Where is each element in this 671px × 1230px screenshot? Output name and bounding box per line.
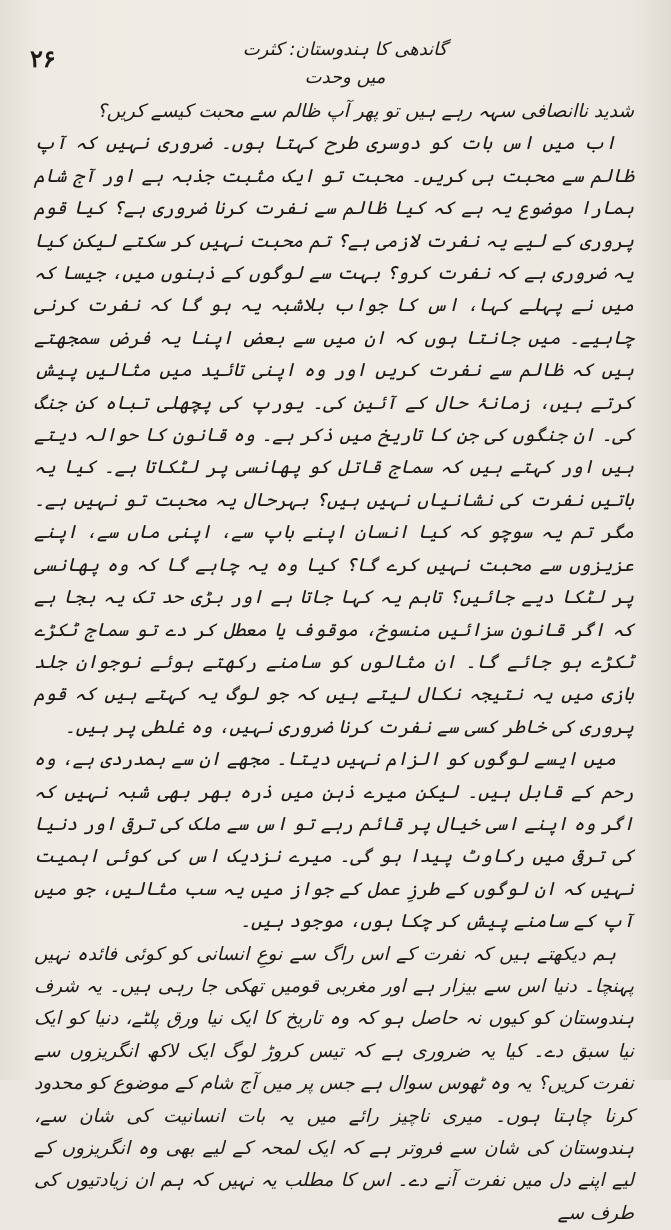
running-head: گاندھی کا ہندوستان: کثرت میں وحدت bbox=[242, 39, 448, 88]
page-number: ۲۶ bbox=[30, 44, 56, 73]
paragraph: میں ایسے لوگوں کو الزام نہیں دیتا۔ مجھے ان سے ہمدردی ہے، وہ رحم کے قابل ہیں۔ لیکن میرے ذہن میں ذرہ بھر بھی شبہ نہیں کہ اگر وہ اپنے اسی خیال پر قائم رہے تو اس سے ملک کی ترقی اور دنیا کی ترقی میں رکاوٹ پیدا ہو گی۔ میرے نزدیک اس کی کوئی اہمیت نہیں کہ ان لوگوں کے طرزِ عمل کے جواز میں یہ سب مثالیں، جو میں آپ کے سامنے پیش کر چکا ہوں، موجود ہیں۔ bbox=[34, 749, 634, 933]
paragraph: شدید ناانصافی سہہ رہے ہیں تو پھر آپ ظالم سے محبت کیسے کریں؟ bbox=[96, 101, 634, 122]
page-header bbox=[30, 36, 631, 88]
paragraph: ہم دیکھتے ہیں کہ نفرت کے اس راگ سے نوعِ انسانی کو کوئی فائدہ نہیں پہنچا۔ دنیا اس سے بیزار ہے اور مغربی قومیں تھکی جا رہی ہیں۔ یہ شرف ہندوستان کو کیوں نہ حاصل ہو کہ وہ تاریخ کا ایک نیا ورق پلٹے، دنیا کو ایک نیا سبق دے۔ کیا یہ ضروری ہے کہ تیس کروڑ لوگ ایک لاکھ انگریزوں سے نفرت کریں؟ یہ وہ ٹھوس سوال ہے جس پر میں آج شام کے موضوع کو محدود کرنا چاہتا ہوں۔ میری ناچیز رائے میں یہ بات انسانیت کی شان سے، ہندوستان کی شان سے فروتر ہے کہ ایک لمحہ کے لیے بھی وہ انگریزوں کے لیے اپنے دل میں نفرت آنے دے۔ اس کا مطلب یہ نہیں کہ ہم ان زیادتیوں کی طرف سے bbox=[34, 943, 634, 1224]
paragraph: اب میں اس بات کو دوسری طرح کہتا ہوں۔ ضروری نہیں کہ آپ ظالم سے محبت ہی کریں۔ محبت تو ایک مثبت جذبہ ہے اور آج شام ہمارا موضوع یہ ہے کہ کیا ظالم سے نفرت کرنا ضروری ہے؟ کیا قوم پروری کے لیے یہ نفرت لازمی ہے؟ تم محبت نہیں کر سکتے لیکن کیا یہ ضروری ہے کہ نفرت کرو؟ بہت سے لوگوں کے ذہنوں میں، جیسا کہ میں نے پہلے کہا، اس کا جواب بلاشبہ یہ ہو گا کہ نفرت کرنی چاہیے۔ میں جانتا ہوں کہ ان میں سے بعض اپنا یہ فرض سمجھتے ہیں کہ ظالم سے نفرت کریں اور وہ اپنی تائید میں مثالیں پیش کرتے ہیں، زمانۂ حال کے آئین کی۔ یورپ کی پچھلی تباہ کن جنگ کی۔ ان جنگوں کی جن کا تاریخ میں ذکر ہے۔ وہ قانون کا حوالہ دیتے ہیں اور کہتے ہیں کہ سماج قاتل کو پھانسی پر لٹکاتا ہے۔ کیا یہ باتیں نفرت کی نشانیاں نہیں ہیں؟ بہرحال یہ محبت تو نہیں ہے۔ مگر تم یہ سوچو کہ کیا انسان اپنے باپ سے، اپنی ماں سے، اپنے عزیزوں سے محبت نہیں کرے گا؟ کیا وہ یہ چاہے گا کہ وہ پھانسی پر لٹکا دیے جائیں؟ تاہم یہ کہا جاتا ہے اور بڑی حد تک یہ بجا ہے کہ اگر قانون سزائیں منسوخ، موقوف یا معطل کر دے تو سماج ٹکڑے ٹکڑے ہو جائے گا۔ ان مثالوں کو سامنے رکھتے ہوئے نوجوان جلد بازی میں یہ نتیجہ نکال لیتے ہیں کہ جو لوگ یہ کہتے ہیں کہ قوم پروری کی خاطر کسی سے نفرت کرنا ضروری نہیں، وہ غلطی پر ہیں۔ bbox=[34, 133, 634, 738]
body-text bbox=[34, 96, 634, 1230]
